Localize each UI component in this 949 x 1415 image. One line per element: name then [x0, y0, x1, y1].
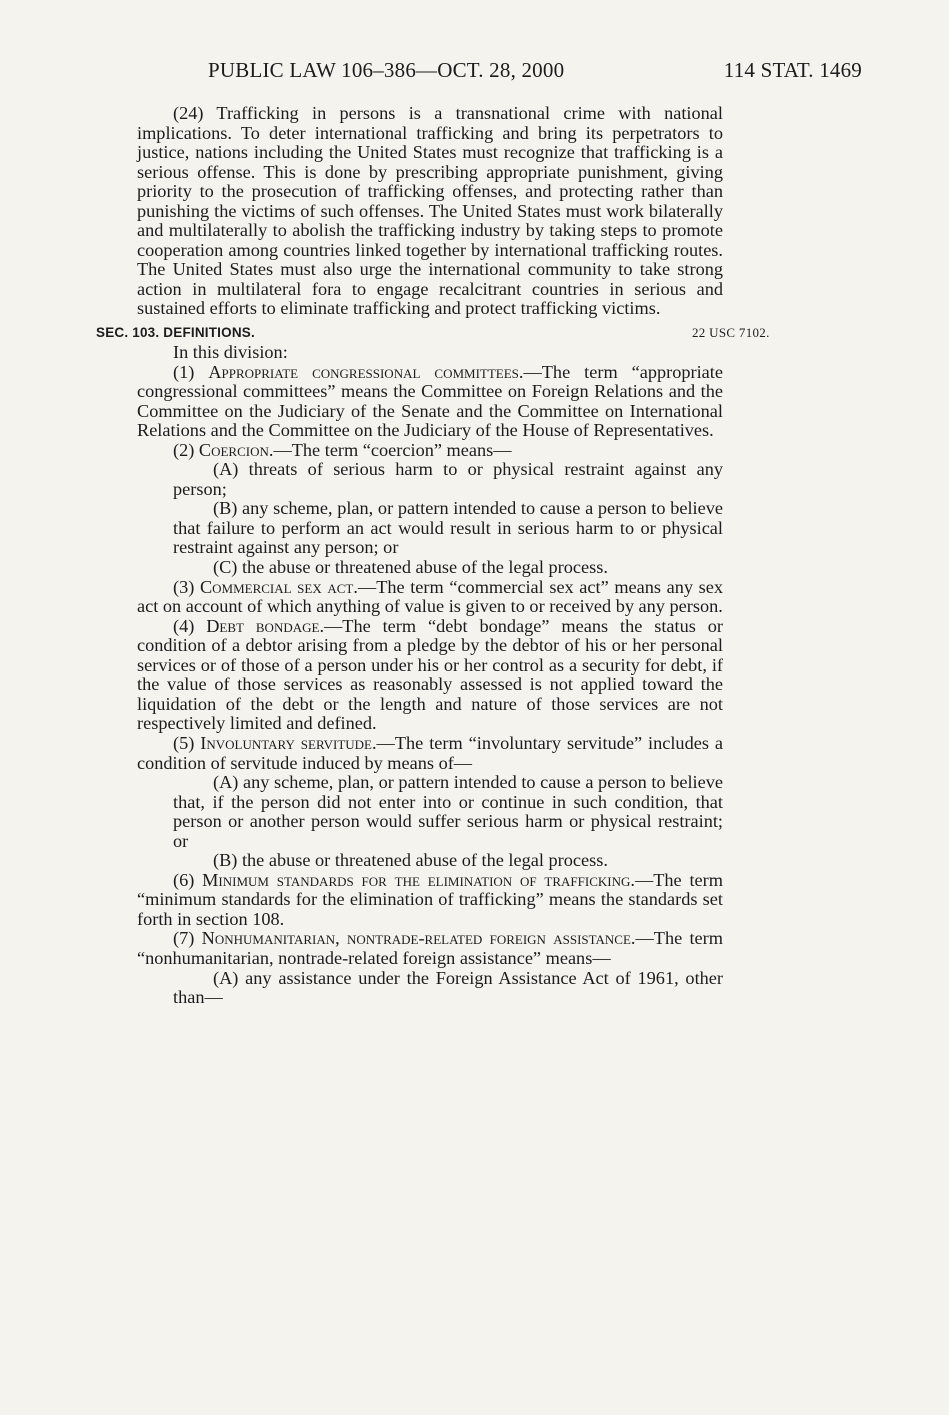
finding-24: (24) Trafficking in persons is a transnational crime with national implications. To deter international trafficking and bring its perpetrators to justice, nations including the United States must recognize that trafficking is a serious offense. This is done by prescribing appropriate punishment, giving priority to the prosecution of trafficking offenses, and protecting rather than punishing the victims of such offenses. The United States must work bilaterally and multilaterally to abolish the trafficking industry by taking steps to promote cooperation among countries linked together by international trafficking routes. The United States must also urge the international community to take strong action in multilateral fora to engage recalcitrant countries in serious and sustained efforts to eliminate trafficking and protect trafficking victims.	[137, 103, 723, 319]
definition-5-text: .—The term “involuntary servitude” includes a condition of servitude induced by means of—	[137, 732, 723, 773]
definition-6	[137, 871, 723, 930]
definition-7-number: (7)	[173, 928, 195, 949]
definition-5	[137, 734, 723, 773]
section-heading: SEC. 103. DEFINITIONS.	[96, 325, 255, 341]
definition-6-term: Minimum standards for the elimination of trafficking	[202, 869, 631, 890]
section-heading-block	[96, 324, 770, 342]
definition-5-a: (A) any scheme, plan, or pattern intended to cause a person to believe that, if the person did not enter into or continue in such condition, that person or another person would suffer serious harm or physical restraint; or	[173, 772, 723, 851]
usc-margin-note: 22 USC 7102.	[692, 325, 770, 341]
definition-1-text: .—The term “appropriate congressional committees” means the Committee on Foreign Relations and the Committee on the Judiciary of the Senate and the Committee on International Relations and the Committee on the Judiciary of the House of Representatives.	[137, 361, 723, 441]
definition-1-term: Appropriate congressional committees	[208, 361, 519, 382]
definition-7-a: (A) any assistance under the Foreign Assistance Act of 1961, other than—	[173, 967, 723, 1008]
section-intro: In this division:	[173, 342, 288, 363]
definition-7	[137, 929, 723, 968]
definition-7-text: .—The term “nonhumanitarian, nontrade-related foreign assistance” means—	[137, 928, 723, 968]
definition-7-term: Nonhumanitarian, nontrade-related foreign assistance	[201, 928, 631, 949]
definition-2-text: .—The term “coercion” means—	[268, 439, 512, 460]
definition-6-text: .—The term “minimum standards for the elimination of trafficking” means the standards set forth in section 108.	[137, 869, 723, 929]
definition-4-term: Debt bondage	[206, 615, 320, 636]
definition-4	[137, 617, 723, 734]
definition-3-term: Commercial sex act	[199, 576, 354, 597]
definition-2-term: Coercion	[198, 439, 269, 460]
definition-1-number: (1)	[173, 361, 195, 382]
definition-6-number: (6)	[173, 869, 195, 890]
stat-page-number: 114 STAT. 1469	[723, 58, 862, 82]
definition-3-number: (3)	[173, 576, 195, 597]
definition-5-b: (B) the abuse or threatened abuse of the legal process.	[213, 850, 608, 871]
definition-2	[137, 441, 723, 461]
definition-2-a: (A) threats of serious harm to or physical restraint against any person;	[173, 459, 723, 499]
definition-1	[137, 363, 723, 441]
definition-4-number: (4)	[173, 615, 195, 636]
law-date-header: PUBLIC LAW 106–386—OCT. 28, 2000	[208, 58, 565, 82]
definition-2-number: (2)	[173, 439, 195, 460]
definition-4-text: .—The term “debt bondage” means the status or condition of a debtor arising from a pledge by the debtor of his or her personal services or of those of a person under his or her control as a security for debt, if the value of those services as reasonably assessed is not applied toward the liquidation of the debt or the length and nature of those services are not respectively limited and defined.	[137, 615, 723, 734]
definition-2-c: (C) the abuse or threatened abuse of the legal process.	[213, 557, 608, 578]
document-body	[96, 103, 770, 1008]
definition-3	[137, 578, 723, 617]
definition-2-b: (B) any scheme, plan, or pattern intended to cause a person to believe that failure to perform an act would result in serious harm to or physical restraint against any person; or	[173, 498, 723, 558]
definition-5-term: Involuntary servitude	[200, 732, 372, 753]
definition-3-text: .—The term “commercial sex act” means any sex act on account of which anything of value is given to or received by any person.	[137, 576, 723, 617]
definition-5-number: (5)	[173, 732, 195, 753]
